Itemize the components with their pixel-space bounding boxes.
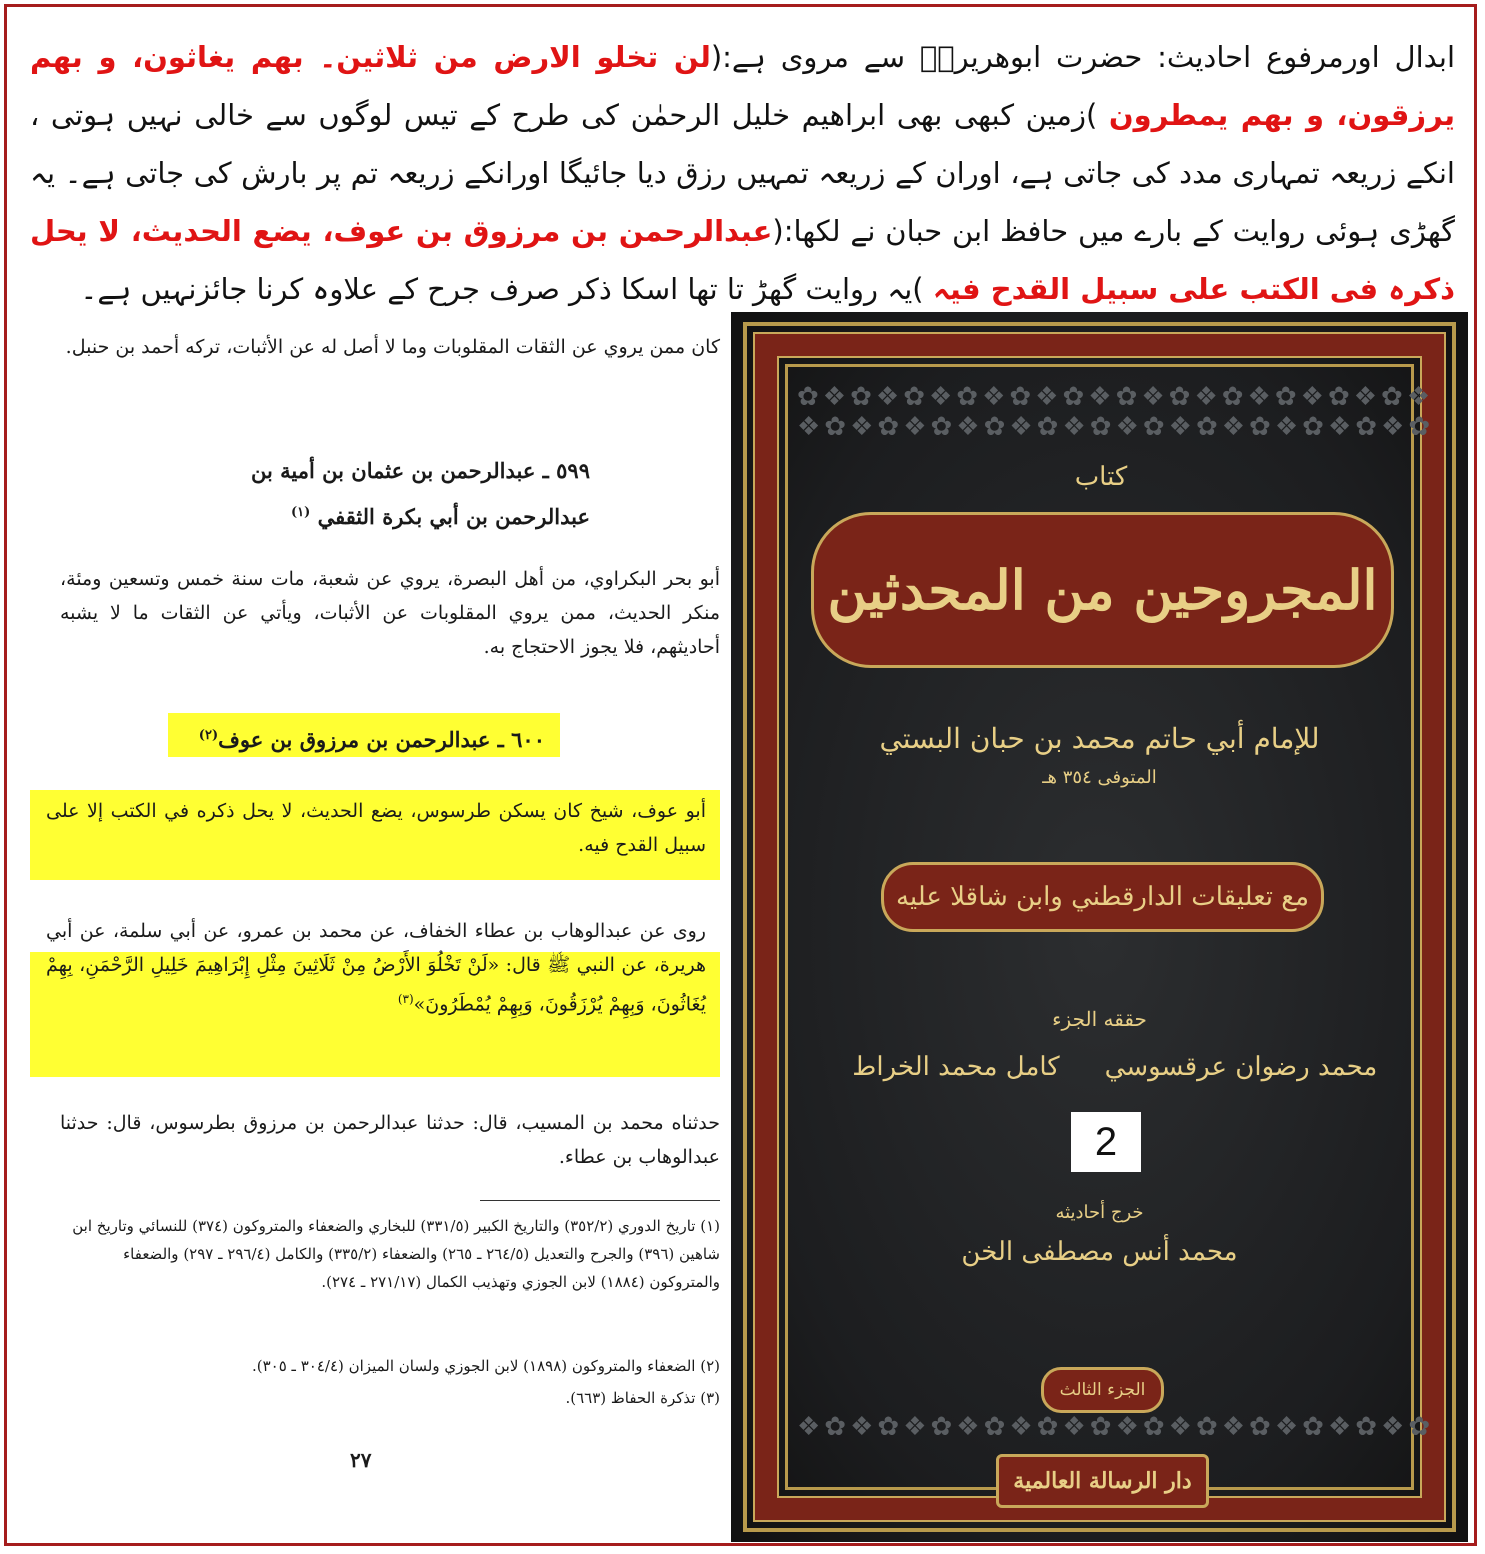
footnote-ref-3: (٣)	[397, 992, 414, 1006]
footnote-1: (١) تاريخ الدوري (٣٥٢/٢) والتاريخ الكبير (٣٣١/٥) للبخاري والضعفاء والمتروكون (٣٧٤) للنسائي وتاريخ ابن شاهين (٣٩٦) والجرح والتعديل (٢٦٤/٥ ـ ٢٦٥) والضعفاء (٣٣٥/٢) والكامل (٢٩٦/٤ ـ ٢٩٧) والضعفاء والمتروكون (١٨٨٤) لابن الجوزي وتهذيب الكمال (٢٧١/١٧ ـ ٢٧٤).	[72, 1217, 720, 1291]
heading-599-line1: ٥٩٩ ـ عبدالرحمن بن عثمان بن أمية بن	[251, 458, 590, 483]
para-isnad: حدثناه محمد بن المسيب، قال: حدثنا عبدالرحمن بن مرزوق بطرسوس، قال: حدثنا عبدالوهاب بن عطاء.	[60, 1112, 720, 1168]
para-hadith-isnad: روى عن عبدالوهاب بن عطاء الخفاف، عن محمد بن عمرو، عن أبي سلمة، عن	[72, 920, 706, 942]
urdu-header	[30, 28, 1456, 306]
footnote-ref-2: (٢)	[198, 728, 219, 743]
cover-kitab: كتاب	[1074, 462, 1128, 492]
footnote-rule	[480, 1200, 720, 1201]
ornament-bottom-pattern: ❖✿❖✿❖✿❖✿❖✿❖✿❖✿❖✿❖✿❖✿❖✿❖✿	[797, 1412, 1435, 1442]
cover-verified-label: حققه الجزء	[1052, 1007, 1147, 1031]
cover-part-panel	[1041, 1367, 1164, 1413]
page-number: ٢٧	[350, 1448, 372, 1472]
heading-600-text: ٦٠٠ ـ عبدالرحمن بن مرزوق بن عوف	[218, 727, 545, 752]
footnote-3: (٣) تذكرة الحفاظ (٦٦٣).	[565, 1389, 720, 1407]
urdu-text-1: )زمین کبھی بھی ابراھیم خلیل الرحمٰن کی طرح کے تیس لوگوں سے خالی نہیں ہوتی ، انکے زریعہ تمہاری مدد کی جاتی ہے، اوران کے زریعہ تمہیں رزق دیا جائیگا اورانکے زریعہ تم پر بارش کی جاتی ہے۔ یہ گھڑی ہوئی روایت کے بارے میں حافظ ابن حبان نے لکھا:(	[30, 98, 1455, 248]
ornament-top-pattern: ✿❖✿❖✿❖✿❖✿❖✿❖✿❖✿❖✿❖✿❖✿❖✿❖ ❖✿❖✿❖✿❖✿❖✿❖✿❖✿❖✿❖✿❖✿❖✿❖✿	[797, 382, 1435, 442]
para-intro: كان ممن يروي عن الثقات المقلوبات وما لا أصل له عن الأثبات، تركه أحمد بن حنبل.	[65, 336, 720, 358]
cover-died: المتوفى ٣٥٤ هـ	[1042, 767, 1157, 788]
cover-publisher: دار الرسالة العالمية	[1013, 1468, 1192, 1494]
urdu-text-2: )یہ روایت گھڑ تا تھا اسکا ذکر صرف جرح کے علاوہ کرنا جائزنہیں ہے۔	[80, 272, 933, 306]
cover-title-panel	[811, 512, 1394, 668]
urdu-quote-arabic-2: عبدالرحمن بن مرزوق بن عوف، یضع الحدیث، لا یحل ذکرہ فی الکتب علی سبیل القدح فیہ	[30, 214, 1455, 306]
urdu-intro: ابدال اورمرفوع احادیث: حضرت ابوھریرہؓ سے مروی ہے:(	[710, 40, 1456, 74]
footnote-ref-1: (١)	[290, 505, 311, 520]
cover-editor2: كامل محمد الخراط	[852, 1052, 1060, 1082]
para-599: أبو بحر البكراوي، من أهل البصرة، يروي عن شعبة، مات سنة خمس وتسعين ومئة، منكر الحديث، ممن يروي المقلوبات عن الأثبات، ويأتي عن الثقات ما لا يشبه أحاديثهم، فلا يجوز الاحتجاج به.	[60, 568, 720, 658]
book-page	[30, 300, 720, 1530]
cover-author: للإمام أبي حاتم محمد بن حبان البستي	[879, 722, 1320, 755]
heading-599	[70, 450, 590, 538]
cover-title: المجروحين من المحدثين	[827, 558, 1378, 622]
cover-takhrij-name: محمد أنس مصطفى الخن	[961, 1237, 1238, 1267]
heading-600	[165, 715, 545, 761]
urdu-quote-arabic-1: لن تخلو الارض من ثلاثین۔ بھم یغاثون، و بھم یرزقون، و بھم یمطرون	[30, 40, 1455, 132]
heading-599-line2	[70, 492, 590, 538]
cover-takhrij-label: خرج أحاديثه	[1055, 1202, 1144, 1223]
volume-marker: 2	[1071, 1112, 1141, 1172]
cover-publisher-panel	[996, 1454, 1209, 1508]
cover-subtitle: مع تعليقات الدارقطني وابن شاقلا عليه	[895, 882, 1310, 912]
cover-subtitle-panel	[881, 862, 1324, 932]
heading-599-line2-text: عبدالرحمن بن أبي بكرة الثقفي	[317, 504, 590, 529]
footnote-2: (٢) الضعفاء والمتروكون (١٨٩٨) لابن الجوزي ولسان الميزان (٣٠٤/٤ ـ ٣٠٥).	[251, 1357, 720, 1375]
book-cover	[731, 312, 1468, 1542]
para-600: أبو عوف، شيخ كان يسكن طرسوس، يضع الحديث، لا يحل ذكره في الكتب إلا على سبيل القدح فيه.	[46, 800, 706, 856]
cover-editor1: محمد رضوان عرقسوسي	[1104, 1052, 1378, 1082]
para-hadith	[46, 914, 706, 1021]
cover-part: الجزء الثالث	[1059, 1380, 1146, 1400]
para-hadith-matn: أبي هريرة، عن النبي ﷺ قال: «لَنْ تَخْلُوَ الأَرْضُ مِنْ ثَلَاثِينَ مِثْلِ إِبْرَاهِيمَ خَلِيلِ الرَّحْمَنِ، بِهِمْ يُغَاثُونَ، وَبِهِمْ يُرْزَقُونَ، وَبِهِمْ يُمْطَرُونَ»	[46, 920, 706, 1016]
